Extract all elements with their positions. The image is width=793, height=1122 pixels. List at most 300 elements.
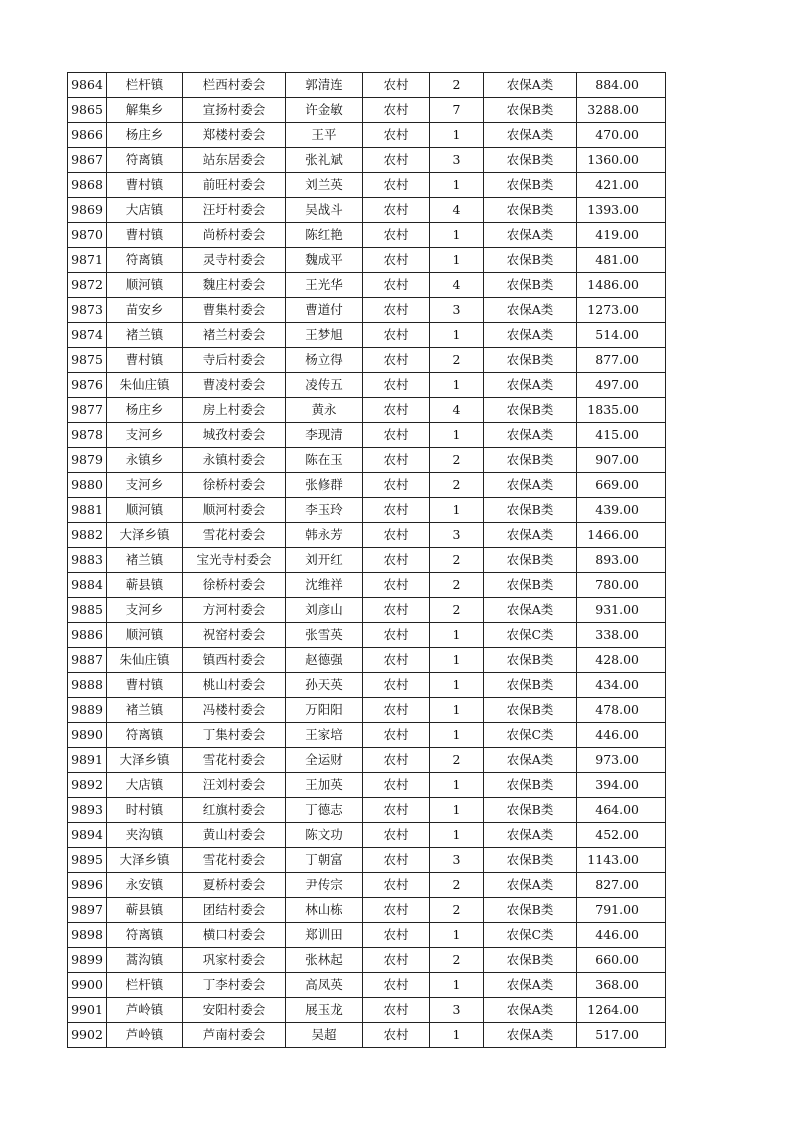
table-row (68, 998, 666, 1023)
table-row (68, 398, 666, 423)
cell-count: 2 (430, 598, 484, 623)
table-row (68, 973, 666, 998)
cell-category: 农保B类 (484, 798, 577, 823)
cell-area: 农村 (363, 348, 430, 373)
cell-amount: 428.00 (577, 648, 666, 673)
cell-amount: 464.00 (577, 798, 666, 823)
cell-area: 农村 (363, 773, 430, 798)
cell-id: 9876 (68, 373, 107, 398)
cell-id: 9893 (68, 798, 107, 823)
cell-category: 农保C类 (484, 723, 577, 748)
cell-name: 张雪英 (286, 623, 363, 648)
cell-category: 农保B类 (484, 848, 577, 873)
cell-area: 农村 (363, 323, 430, 348)
cell-category: 农保B类 (484, 98, 577, 123)
cell-category: 农保A类 (484, 873, 577, 898)
cell-village: 徐桥村委会 (183, 573, 286, 598)
cell-town: 栏杆镇 (107, 73, 183, 98)
cell-count: 7 (430, 98, 484, 123)
cell-village: 栏西村委会 (183, 73, 286, 98)
table-row (68, 248, 666, 273)
table-row (68, 573, 666, 598)
cell-area: 农村 (363, 998, 430, 1023)
cell-name: 王光华 (286, 273, 363, 298)
table-row (68, 723, 666, 748)
cell-count: 1 (430, 773, 484, 798)
cell-amount: 446.00 (577, 723, 666, 748)
table-row (68, 198, 666, 223)
cell-town: 杨庄乡 (107, 398, 183, 423)
cell-area: 农村 (363, 898, 430, 923)
cell-village: 雪花村委会 (183, 848, 286, 873)
cell-count: 4 (430, 273, 484, 298)
cell-area: 农村 (363, 698, 430, 723)
cell-category: 农保A类 (484, 598, 577, 623)
cell-count: 3 (430, 848, 484, 873)
cell-town: 顺河镇 (107, 498, 183, 523)
cell-name: 吴超 (286, 1023, 363, 1048)
cell-category: 农保B类 (484, 448, 577, 473)
cell-count: 3 (430, 998, 484, 1023)
cell-town: 朱仙庄镇 (107, 648, 183, 673)
cell-town: 蕲县镇 (107, 573, 183, 598)
cell-id: 9884 (68, 573, 107, 598)
cell-category: 农保B类 (484, 173, 577, 198)
cell-name: 林山栋 (286, 898, 363, 923)
table-row (68, 673, 666, 698)
table-row (68, 798, 666, 823)
cell-town: 支河乡 (107, 473, 183, 498)
cell-village: 房上村委会 (183, 398, 286, 423)
cell-town: 大店镇 (107, 198, 183, 223)
cell-category: 农保A类 (484, 823, 577, 848)
cell-amount: 931.00 (577, 598, 666, 623)
cell-area: 农村 (363, 248, 430, 273)
cell-village: 红旗村委会 (183, 798, 286, 823)
table-row (68, 1023, 666, 1048)
cell-name: 王加英 (286, 773, 363, 798)
cell-category: 农保A类 (484, 373, 577, 398)
cell-amount: 446.00 (577, 923, 666, 948)
cell-count: 2 (430, 473, 484, 498)
cell-area: 农村 (363, 148, 430, 173)
cell-name: 黄永 (286, 398, 363, 423)
cell-amount: 669.00 (577, 473, 666, 498)
cell-count: 1 (430, 623, 484, 648)
cell-count: 1 (430, 923, 484, 948)
cell-id: 9872 (68, 273, 107, 298)
cell-count: 1 (430, 823, 484, 848)
cell-town: 符离镇 (107, 248, 183, 273)
table-row (68, 298, 666, 323)
cell-category: 农保A类 (484, 1023, 577, 1048)
cell-count: 2 (430, 548, 484, 573)
table-row (68, 848, 666, 873)
cell-name: 沈维祥 (286, 573, 363, 598)
cell-area: 农村 (363, 98, 430, 123)
cell-id: 9895 (68, 848, 107, 873)
cell-name: 许金敏 (286, 98, 363, 123)
cell-town: 顺河镇 (107, 273, 183, 298)
cell-category: 农保B类 (484, 498, 577, 523)
cell-category: 农保B类 (484, 548, 577, 573)
cell-area: 农村 (363, 373, 430, 398)
cell-id: 9879 (68, 448, 107, 473)
cell-town: 支河乡 (107, 423, 183, 448)
cell-id: 9902 (68, 1023, 107, 1048)
cell-count: 1 (430, 1023, 484, 1048)
cell-category: 农保A类 (484, 423, 577, 448)
cell-village: 前旺村委会 (183, 173, 286, 198)
cell-amount: 481.00 (577, 248, 666, 273)
cell-village: 魏庄村委会 (183, 273, 286, 298)
data-table (67, 72, 666, 1048)
cell-category: 农保B类 (484, 773, 577, 798)
cell-name: 韩永芳 (286, 523, 363, 548)
cell-town: 栏杆镇 (107, 973, 183, 998)
cell-town: 朱仙庄镇 (107, 373, 183, 398)
cell-count: 1 (430, 173, 484, 198)
cell-amount: 1393.00 (577, 198, 666, 223)
cell-village: 夏桥村委会 (183, 873, 286, 898)
cell-area: 农村 (363, 473, 430, 498)
cell-village: 曹凌村委会 (183, 373, 286, 398)
cell-category: 农保B类 (484, 898, 577, 923)
cell-area: 农村 (363, 123, 430, 148)
cell-id: 9887 (68, 648, 107, 673)
cell-category: 农保A类 (484, 473, 577, 498)
table-row (68, 323, 666, 348)
table-row (68, 98, 666, 123)
cell-town: 大泽乡镇 (107, 523, 183, 548)
cell-category: 农保B类 (484, 148, 577, 173)
cell-count: 2 (430, 348, 484, 373)
cell-id: 9873 (68, 298, 107, 323)
cell-count: 4 (430, 398, 484, 423)
cell-id: 9900 (68, 973, 107, 998)
table-row (68, 373, 666, 398)
cell-count: 2 (430, 898, 484, 923)
cell-town: 永安镇 (107, 873, 183, 898)
cell-village: 宝光寺村委会 (183, 548, 286, 573)
cell-village: 团结村委会 (183, 898, 286, 923)
cell-area: 农村 (363, 223, 430, 248)
cell-area: 农村 (363, 598, 430, 623)
cell-village: 汪刘村委会 (183, 773, 286, 798)
cell-town: 芦岭镇 (107, 998, 183, 1023)
cell-town: 时村镇 (107, 798, 183, 823)
cell-area: 农村 (363, 498, 430, 523)
cell-name: 王梦旭 (286, 323, 363, 348)
cell-village: 芦南村委会 (183, 1023, 286, 1048)
cell-category: 农保B类 (484, 198, 577, 223)
table-row (68, 173, 666, 198)
cell-amount: 497.00 (577, 373, 666, 398)
cell-name: 孙天英 (286, 673, 363, 698)
cell-name: 王家培 (286, 723, 363, 748)
cell-amount: 827.00 (577, 873, 666, 898)
cell-category: 农保A类 (484, 223, 577, 248)
cell-id: 9877 (68, 398, 107, 423)
cell-amount: 1264.00 (577, 998, 666, 1023)
cell-village: 雪花村委会 (183, 748, 286, 773)
cell-village: 冯楼村委会 (183, 698, 286, 723)
cell-count: 1 (430, 223, 484, 248)
cell-name: 凌传五 (286, 373, 363, 398)
cell-town: 符离镇 (107, 148, 183, 173)
table-row (68, 598, 666, 623)
cell-id: 9901 (68, 998, 107, 1023)
cell-area: 农村 (363, 173, 430, 198)
cell-village: 郑楼村委会 (183, 123, 286, 148)
cell-town: 永镇乡 (107, 448, 183, 473)
cell-village: 雪花村委会 (183, 523, 286, 548)
cell-name: 展玉龙 (286, 998, 363, 1023)
cell-town: 符离镇 (107, 723, 183, 748)
cell-village: 桃山村委会 (183, 673, 286, 698)
table-row (68, 648, 666, 673)
cell-town: 符离镇 (107, 923, 183, 948)
cell-amount: 368.00 (577, 973, 666, 998)
cell-name: 吴战斗 (286, 198, 363, 223)
cell-category: 农保C类 (484, 923, 577, 948)
cell-count: 4 (430, 198, 484, 223)
cell-name: 郭清连 (286, 73, 363, 98)
cell-id: 9867 (68, 148, 107, 173)
table-row (68, 748, 666, 773)
cell-village: 灵寺村委会 (183, 248, 286, 273)
cell-town: 褚兰镇 (107, 548, 183, 573)
cell-name: 丁朝富 (286, 848, 363, 873)
cell-count: 2 (430, 448, 484, 473)
cell-amount: 470.00 (577, 123, 666, 148)
cell-village: 尚桥村委会 (183, 223, 286, 248)
cell-id: 9865 (68, 98, 107, 123)
cell-id: 9896 (68, 873, 107, 898)
cell-count: 1 (430, 723, 484, 748)
cell-category: 农保B类 (484, 348, 577, 373)
cell-category: 农保A类 (484, 998, 577, 1023)
table-row (68, 698, 666, 723)
cell-amount: 884.00 (577, 73, 666, 98)
cell-category: 农保A类 (484, 973, 577, 998)
cell-town: 杨庄乡 (107, 123, 183, 148)
cell-name: 高凤英 (286, 973, 363, 998)
cell-area: 农村 (363, 523, 430, 548)
cell-village: 汪圩村委会 (183, 198, 286, 223)
cell-amount: 415.00 (577, 423, 666, 448)
cell-count: 1 (430, 498, 484, 523)
cell-id: 9890 (68, 723, 107, 748)
cell-count: 1 (430, 973, 484, 998)
cell-name: 郑训田 (286, 923, 363, 948)
cell-amount: 1360.00 (577, 148, 666, 173)
cell-town: 蒿沟镇 (107, 948, 183, 973)
cell-id: 9869 (68, 198, 107, 223)
table-row (68, 823, 666, 848)
cell-town: 曹村镇 (107, 673, 183, 698)
cell-area: 农村 (363, 748, 430, 773)
cell-count: 1 (430, 698, 484, 723)
cell-category: 农保A类 (484, 748, 577, 773)
cell-village: 曹集村委会 (183, 298, 286, 323)
cell-category: 农保A类 (484, 298, 577, 323)
cell-id: 9894 (68, 823, 107, 848)
cell-village: 丁集村委会 (183, 723, 286, 748)
cell-area: 农村 (363, 573, 430, 598)
cell-category: 农保A类 (484, 123, 577, 148)
cell-area: 农村 (363, 648, 430, 673)
cell-category: 农保B类 (484, 673, 577, 698)
cell-id: 9881 (68, 498, 107, 523)
cell-name: 曹道付 (286, 298, 363, 323)
cell-town: 大泽乡镇 (107, 748, 183, 773)
table-row (68, 348, 666, 373)
cell-name: 刘彦山 (286, 598, 363, 623)
cell-count: 3 (430, 148, 484, 173)
table-row (68, 73, 666, 98)
table-row (68, 548, 666, 573)
cell-amount: 907.00 (577, 448, 666, 473)
cell-town: 大店镇 (107, 773, 183, 798)
cell-village: 徐桥村委会 (183, 473, 286, 498)
cell-amount: 1835.00 (577, 398, 666, 423)
cell-village: 巩家村委会 (183, 948, 286, 973)
cell-count: 1 (430, 123, 484, 148)
cell-amount: 973.00 (577, 748, 666, 773)
cell-id: 9874 (68, 323, 107, 348)
cell-name: 李现清 (286, 423, 363, 448)
cell-id: 9875 (68, 348, 107, 373)
cell-category: 农保A类 (484, 73, 577, 98)
cell-category: 农保B类 (484, 573, 577, 598)
cell-amount: 1273.00 (577, 298, 666, 323)
cell-count: 3 (430, 298, 484, 323)
table-row (68, 223, 666, 248)
cell-village: 横口村委会 (183, 923, 286, 948)
cell-id: 9892 (68, 773, 107, 798)
table-row (68, 273, 666, 298)
cell-name: 张林起 (286, 948, 363, 973)
cell-amount: 1466.00 (577, 523, 666, 548)
cell-town: 曹村镇 (107, 173, 183, 198)
cell-amount: 419.00 (577, 223, 666, 248)
cell-area: 农村 (363, 973, 430, 998)
cell-town: 褚兰镇 (107, 698, 183, 723)
cell-town: 曹村镇 (107, 223, 183, 248)
cell-area: 农村 (363, 823, 430, 848)
cell-id: 9897 (68, 898, 107, 923)
cell-name: 魏成平 (286, 248, 363, 273)
cell-area: 农村 (363, 723, 430, 748)
cell-village: 安阳村委会 (183, 998, 286, 1023)
cell-amount: 514.00 (577, 323, 666, 348)
cell-amount: 452.00 (577, 823, 666, 848)
cell-category: 农保B类 (484, 248, 577, 273)
cell-town: 褚兰镇 (107, 323, 183, 348)
cell-amount: 338.00 (577, 623, 666, 648)
cell-id: 9868 (68, 173, 107, 198)
cell-id: 9886 (68, 623, 107, 648)
cell-count: 1 (430, 673, 484, 698)
table-row (68, 448, 666, 473)
cell-amount: 3288.00 (577, 98, 666, 123)
cell-count: 3 (430, 523, 484, 548)
cell-amount: 421.00 (577, 173, 666, 198)
table-row (68, 523, 666, 548)
cell-amount: 1143.00 (577, 848, 666, 873)
cell-category: 农保A类 (484, 323, 577, 348)
cell-name: 张修群 (286, 473, 363, 498)
cell-name: 陈在玉 (286, 448, 363, 473)
cell-name: 赵德强 (286, 648, 363, 673)
cell-area: 农村 (363, 623, 430, 648)
table-row (68, 898, 666, 923)
cell-town: 夹沟镇 (107, 823, 183, 848)
cell-name: 刘开红 (286, 548, 363, 573)
cell-area: 农村 (363, 873, 430, 898)
cell-id: 9866 (68, 123, 107, 148)
table-row (68, 473, 666, 498)
cell-id: 9899 (68, 948, 107, 973)
cell-village: 丁李村委会 (183, 973, 286, 998)
table-row (68, 773, 666, 798)
cell-name: 杨立得 (286, 348, 363, 373)
cell-id: 9883 (68, 548, 107, 573)
cell-name: 陈文功 (286, 823, 363, 848)
cell-town: 支河乡 (107, 598, 183, 623)
cell-count: 1 (430, 648, 484, 673)
cell-village: 褚兰村委会 (183, 323, 286, 348)
cell-town: 蕲县镇 (107, 898, 183, 923)
cell-village: 永镇村委会 (183, 448, 286, 473)
cell-name: 万阳阳 (286, 698, 363, 723)
cell-category: 农保B类 (484, 648, 577, 673)
cell-id: 9864 (68, 73, 107, 98)
cell-id: 9889 (68, 698, 107, 723)
cell-category: 农保B类 (484, 273, 577, 298)
cell-village: 黄山村委会 (183, 823, 286, 848)
cell-area: 农村 (363, 198, 430, 223)
cell-count: 1 (430, 373, 484, 398)
table-row (68, 148, 666, 173)
cell-area: 农村 (363, 923, 430, 948)
cell-name: 尹传宗 (286, 873, 363, 898)
cell-area: 农村 (363, 1023, 430, 1048)
cell-name: 李玉玲 (286, 498, 363, 523)
cell-village: 顺河村委会 (183, 498, 286, 523)
cell-count: 1 (430, 248, 484, 273)
cell-town: 苗安乡 (107, 298, 183, 323)
cell-area: 农村 (363, 298, 430, 323)
cell-count: 1 (430, 323, 484, 348)
cell-count: 2 (430, 573, 484, 598)
cell-town: 曹村镇 (107, 348, 183, 373)
cell-village: 寺后村委会 (183, 348, 286, 373)
cell-amount: 660.00 (577, 948, 666, 973)
cell-id: 9888 (68, 673, 107, 698)
cell-id: 9898 (68, 923, 107, 948)
cell-category: 农保A类 (484, 523, 577, 548)
cell-village: 方河村委会 (183, 598, 286, 623)
cell-name: 陈红艳 (286, 223, 363, 248)
cell-id: 9885 (68, 598, 107, 623)
cell-area: 农村 (363, 948, 430, 973)
cell-id: 9870 (68, 223, 107, 248)
cell-area: 农村 (363, 398, 430, 423)
cell-village: 站东居委会 (183, 148, 286, 173)
cell-amount: 893.00 (577, 548, 666, 573)
